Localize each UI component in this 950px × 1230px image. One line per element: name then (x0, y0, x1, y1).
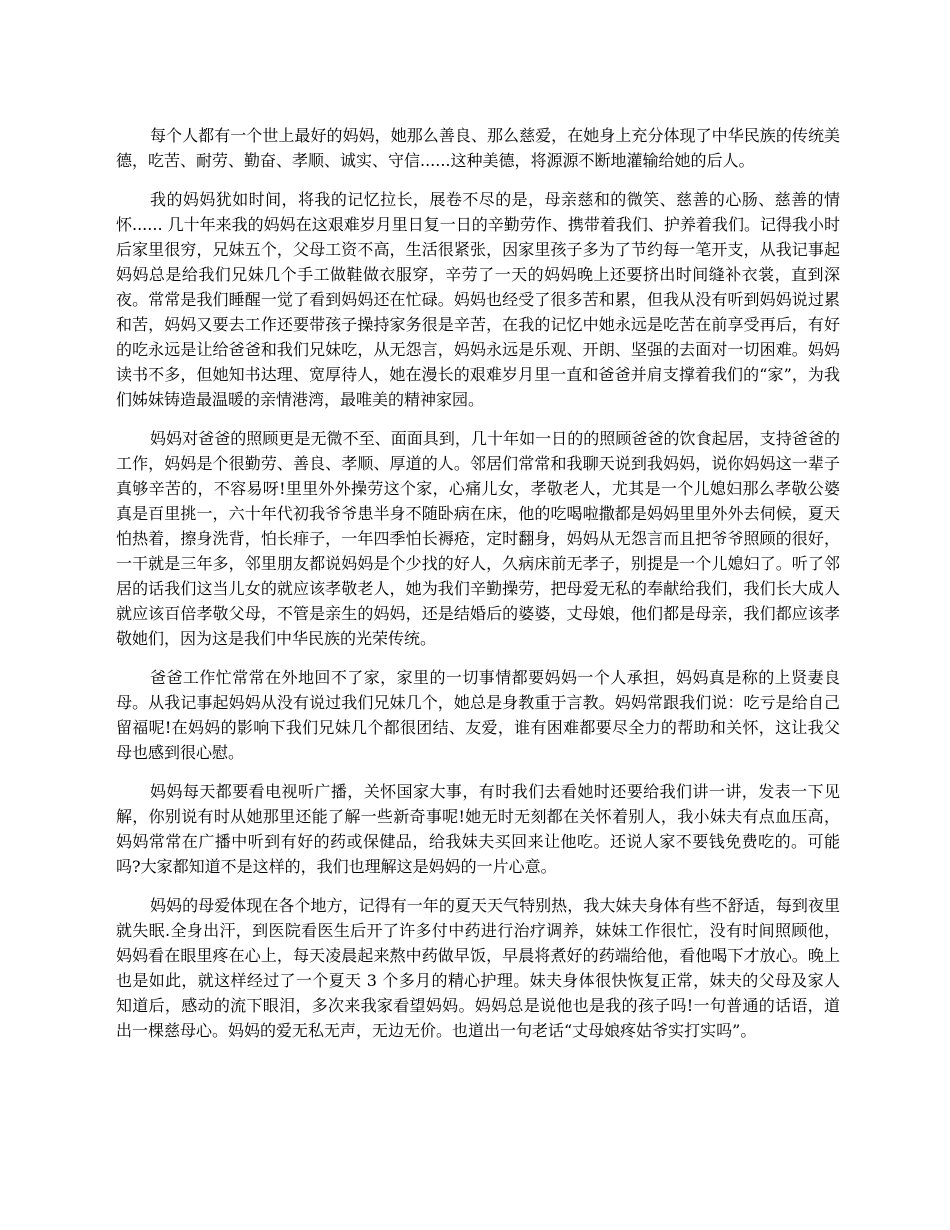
paragraph-2: 我的妈妈犹如时间，将我的记忆拉长，展卷不尽的是，母亲慈和的微笑、慈善的心肠、慈善的情怀...... 几十年来我的妈妈在这艰难岁月里日复一日的辛勤劳作、携带着我们、护养着我们。记得我小时后家里很穷，兄妹五个，父母工资不高，生活很紧张，因家里孩子多为了节约每一笔开支，从我记事起妈妈总是给我们兄妹几个手工做鞋做衣服穿，辛劳了一天的妈妈晚上还要挤出时间缝补衣裳，直到深夜。常常是我们睡醒一觉了看到妈妈还在忙碌。妈妈也经受了很多苦和累，但我从没有听到妈妈说过累和苦，妈妈又要去工作还要带孩子操持家务很是辛苦，在我的记忆中她永远是吃苦在前享受再后，有好的吃永远是让给爸爸和我们兄妹吃，从无怨言，妈妈永远是乐观、开朗、坚强的去面对一切困难。妈妈读书不多，但她知书达理、宽厚待人，她在漫长的艰难岁月里一直和爸爸并肩支撑着我们的“家”，为我们姊妹铸造最温暖的亲情港湾，最唯美的精神家园。 (116, 190, 840, 409)
paragraph-6: 妈妈的母爱体现在各个地方，记得有一年的夏天天气特别热，我大妹夫身体有些不舒适，每到夜里就失眠.全身出汗，到医院看医生后开了许多付中药进行治疗调养，妹妹工作很忙，没有时间照顾他，妈妈看在眼里疼在心上，每天凌晨起来熬中药做早饭，早晨将煮好的药端给他，看他喝下才放心。晚上也是如此，就这样经过了一个夏天 3 个多月的精心护理。妹夫身体很快恢复正常，妹夫的父母及家人知道后，感动的流下眼泪，多次来我家看望妈妈。妈妈总是说他也是我的孩子吗!一句普通的话语，道出一棵慈母心。妈妈的爱无私无声，无边无价。也道出一句老话“丈母娘疼姑爷实打实吗”。 (116, 896, 840, 1040)
paragraph-4: 爸爸工作忙常常在外地回不了家，家里的一切事情都要妈妈一个人承担，妈妈真是称的上贤妻良母。从我记事起妈妈从没有说过我们兄妹几个，她总是身教重于言教。妈妈常跟我们说：吃亏是给自己留福呢!在妈妈的影响下我们兄妹几个都很团结、友爱，谁有困难都要尽全力的帮助和关怀，这让我父母也感到很心慰。 (116, 668, 840, 762)
paragraph-3: 妈妈对爸爸的照顾更是无微不至、面面具到，几十年如一日的的照顾爸爸的饮食起居，支持爸爸的工作，妈妈是个很勤劳、善良、孝顺、厚道的人。邻居们常常和我聊天说到我妈妈，说你妈妈这一辈子真够辛苦的，不容易呀!里里外外操劳这个家，心痛儿女，孝敬老人，尤其是一个儿媳妇那么孝敬公婆真是百里挑一，六十年代初我爷爷患半身不随卧病在床，他的吃喝啦撒都是妈妈里里外外去伺候，夏天怕热着，擦身洗背，怕长痱子，一年四季怕长褥疮，定时翻身，妈妈从无怨言而且把爷爷照顾的很好，一干就是三年多，邻里朋友都说妈妈是个少找的好人，久病床前无孝子，别提是一个儿媳妇了。听了邻居的话我们这当儿女的就应该孝敬老人，她为我们辛勤操劳，把母爱无私的奉献给我们，我们长大成人就应该百倍孝敬父母，不管是亲生的妈妈，还是结婚后的婆婆，丈母娘，他们都是母亲，我们都应该孝敬她们，因为这是我们中华民族的光荣传统。 (116, 429, 840, 648)
paragraph-5: 妈妈每天都要看电视听广播，关怀国家大事，有时我们去看她时还要给我们讲一讲，发表一下见解，你别说有时从她那里还能了解一些新奇事呢!她无时无刻都在关怀着别人，我小妹夫有点血压高，妈妈常常在广播中听到有好的药或保健品，给我妹夫买回来让他吃。还说人家不要钱免费吃的。可能吗?大家都知道不是这样的，我们也理解这是妈妈的一片心意。 (116, 782, 840, 876)
paragraph-1: 每个人都有一个世上最好的妈妈，她那么善良、那么慈爱，在她身上充分体现了中华民族的传统美德，吃苦、耐劳、勤奋、孝顺、诚实、守信......这种美德，将源源不断地灌输给她的后人。 (116, 126, 840, 170)
document-page (116, 123, 840, 1057)
